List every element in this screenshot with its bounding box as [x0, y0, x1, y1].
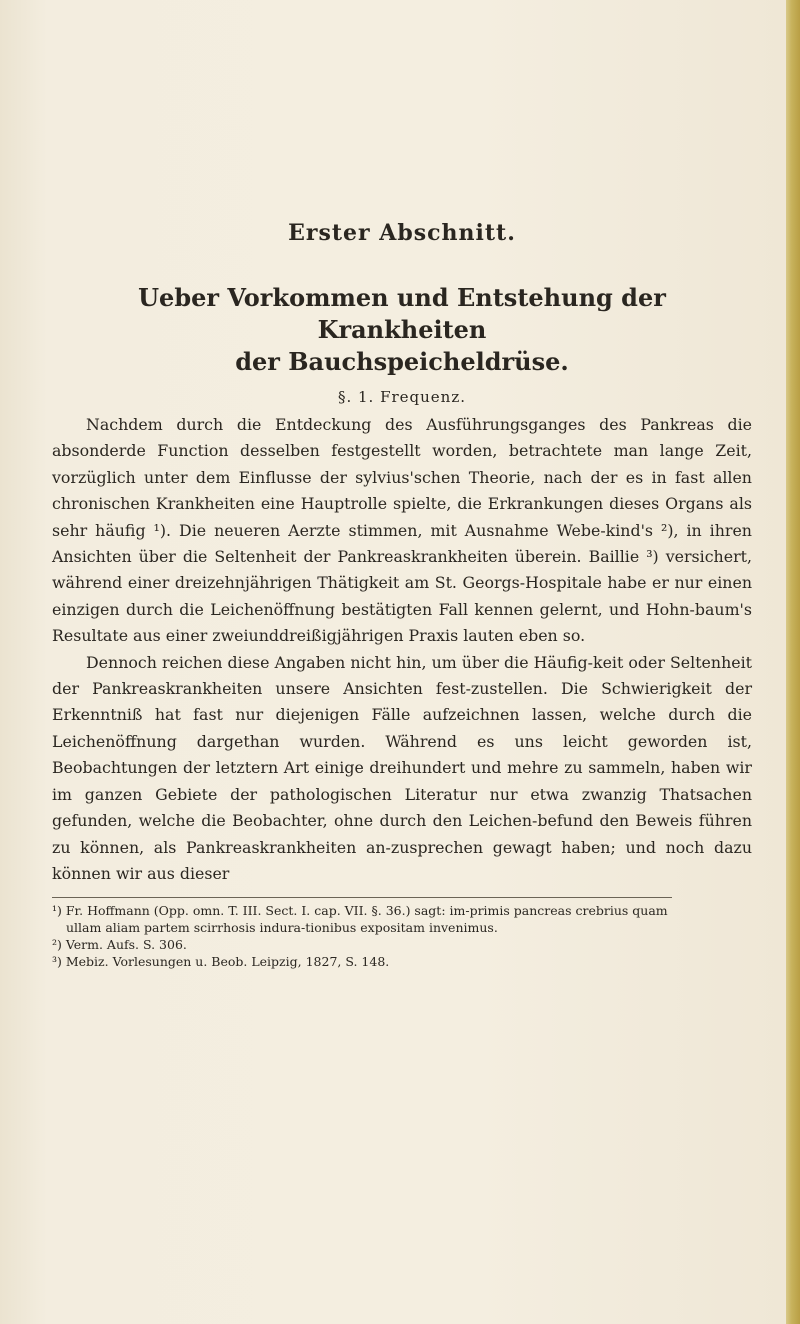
chapter-title: [52, 282, 752, 378]
footnote-3: ³) Mebiz. Vorlesungen u. Beob. Leipzig, 1827, S. 148.: [52, 954, 390, 970]
section-heading: Erster Abschnitt.: [288, 220, 516, 246]
paragraph-heading: §. 1. Frequenz.: [337, 388, 467, 406]
body-text: [52, 412, 752, 887]
paragraph-1: Nachdem durch die Entdeckung des Ausführungsganges des Pankreas die absonderde Function desselben festgestellt worden, betrachtete man lange Zeit, vorzüglich unter dem Einflusse der sylvius'schen Theorie, nach der es in fast allen chronischen Krankheiten eine Hauptrolle spielte, die Erkrankungen dieses Organs als sehr häufig ¹). Die neueren Aerzte stimmen, mit Ausnahme Webe-kind's ²), in ihren Ansichten über die Seltenheit der Pankreaskrankheiten überein. Baillie ³) versichert, während einer dreizehnjährigen Thätigkeit am St. Georgs-Hospitale habe er nur einen einzigen durch die Leichenöffnung bestätigten Fall kennen gelernt, und Hohn-baum's Resultate aus einer zweiunddreißigjährigen Praxis lauten eben so.: [52, 415, 752, 646]
footnote-1: ¹) Fr. Hoffmann (Opp. omn. T. III. Sect. I. cap. VII. §. 36.) sagt: im-primis pancreas crebrius quam ullam aliam partem scirrhosis indura-tionibus expositam invenimus.: [52, 903, 668, 936]
footnote-2: ²) Verm. Aufs. S. 306.: [52, 937, 187, 953]
page-content: [52, 220, 752, 970]
page-edge: [786, 0, 800, 1324]
paragraph-2: Dennoch reichen diese Angaben nicht hin, um über die Häufig-keit oder Seltenheit der Pankreaskrankheiten unsere Ansichten fest-zustellen. Die Schwierigkeit der Erkenntniß hat fast nur diejenigen Fälle aufzeichnen lassen, welche durch die Leichenöffnung dargethan wurden. Während es uns leicht geworden ist, Beobachtungen der letztern Art einige dreihundert und mehre zu sammeln, haben wir im ganzen Gebiete der pathologischen Literatur nur etwa zwanzig Thatsachen gefunden, welche die Beobachter, ohne durch den Leichen-befund den Beweis führen zu können, als Pankreaskrankheiten an-zusprechen gewagt haben; und noch dazu können wir aus dieser: [52, 652, 752, 883]
title-line-2: der Bauchspeicheldrüse.: [235, 347, 569, 376]
title-line-1: Ueber Vorkommen und Entstehung der Krankheiten: [138, 283, 666, 344]
footnotes: [52, 897, 672, 970]
